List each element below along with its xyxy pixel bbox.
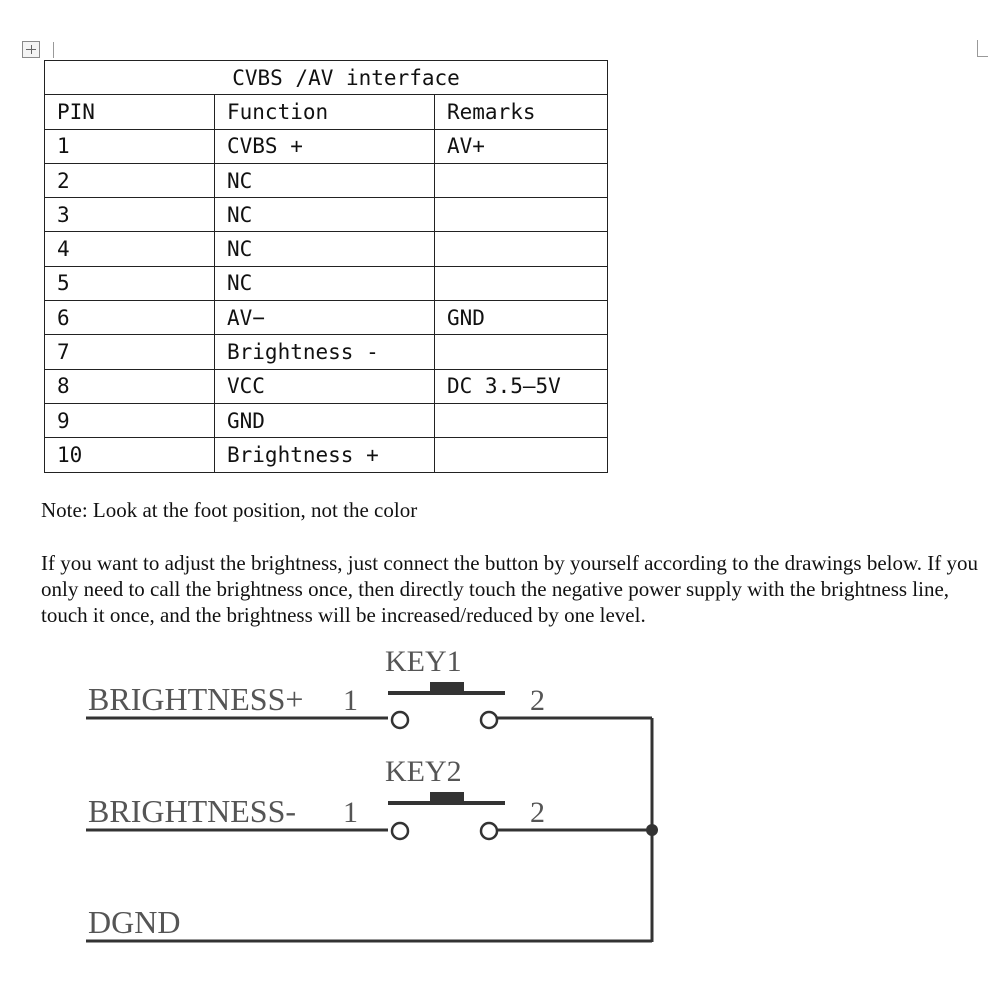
pin-cell: 10 — [45, 438, 215, 472]
pin-cell: 3 — [45, 198, 215, 232]
text-cursor-mark — [53, 42, 54, 58]
key2-pin2-label: 2 — [530, 796, 545, 829]
key2-contact-1 — [392, 823, 408, 839]
remarks-cell — [435, 438, 608, 472]
pin-cell: 9 — [45, 403, 215, 437]
table-move-handle-icon[interactable] — [22, 41, 40, 58]
pin-table — [44, 60, 608, 473]
instruction-paragraph: If you want to adjust the brightness, just connect the button by yourself according to the drawings below. If you only need to call the brightness once, then directly touch the negative power supply with the brightness line, touch it once, and the brightness will be increased/reduced by one level. — [41, 551, 979, 627]
function-cell: Brightness - — [215, 335, 435, 369]
key1-cap — [430, 682, 464, 692]
table-row — [45, 335, 608, 369]
table-row — [45, 301, 608, 335]
function-cell: Brightness + — [215, 438, 435, 472]
remarks-cell — [435, 266, 608, 300]
remarks-cell — [435, 232, 608, 266]
remarks-cell — [435, 335, 608, 369]
table-title: CVBS /AV interface — [45, 61, 608, 95]
function-cell: NC — [215, 266, 435, 300]
key1-pin2-label: 2 — [530, 684, 545, 717]
remarks-cell — [435, 403, 608, 437]
button-wiring-diagram — [0, 630, 1000, 1000]
remarks-cell: AV+ — [435, 129, 608, 163]
header-function: Function — [215, 95, 435, 129]
pin-cell: 5 — [45, 266, 215, 300]
function-cell: NC — [215, 163, 435, 197]
pin-cell: 1 — [45, 129, 215, 163]
remarks-cell: GND — [435, 301, 608, 335]
header-remarks: Remarks — [435, 95, 608, 129]
key2-label: KEY2 — [385, 755, 462, 788]
key1-pin1-label: 1 — [343, 684, 358, 717]
table-title-row — [45, 61, 608, 95]
header-pin: PIN — [45, 95, 215, 129]
table-row — [45, 163, 608, 197]
pin-cell: 8 — [45, 369, 215, 403]
brightness-plus-label: BRIGHTNESS+ — [88, 681, 304, 717]
table-row — [45, 198, 608, 232]
function-cell: AV− — [215, 301, 435, 335]
junction-dot — [646, 824, 658, 836]
page-corner-mark — [977, 40, 988, 57]
brightness-minus-label: BRIGHTNESS- — [88, 793, 297, 829]
key1-contact-2 — [481, 712, 497, 728]
table-header-row — [45, 95, 608, 129]
function-cell: VCC — [215, 369, 435, 403]
key2-contact-2 — [481, 823, 497, 839]
key1-label: KEY1 — [385, 645, 462, 678]
remarks-cell — [435, 163, 608, 197]
key2-pin1-label: 1 — [343, 796, 358, 829]
table-row — [45, 232, 608, 266]
function-cell: GND — [215, 403, 435, 437]
remarks-cell: DC 3.5—5V — [435, 369, 608, 403]
dgnd-label: DGND — [88, 904, 181, 940]
pin-cell: 2 — [45, 163, 215, 197]
key1-contact-1 — [392, 712, 408, 728]
pin-cell: 7 — [45, 335, 215, 369]
table-row — [45, 266, 608, 300]
table-row — [45, 438, 608, 472]
table-row — [45, 129, 608, 163]
pin-cell: 4 — [45, 232, 215, 266]
table-row — [45, 369, 608, 403]
note-text: Note: Look at the foot position, not the color — [41, 498, 418, 522]
remarks-cell — [435, 198, 608, 232]
key2-cap — [430, 792, 464, 802]
function-cell: CVBS + — [215, 129, 435, 163]
pin-cell: 6 — [45, 301, 215, 335]
table-row — [45, 403, 608, 437]
function-cell: NC — [215, 232, 435, 266]
function-cell: NC — [215, 198, 435, 232]
